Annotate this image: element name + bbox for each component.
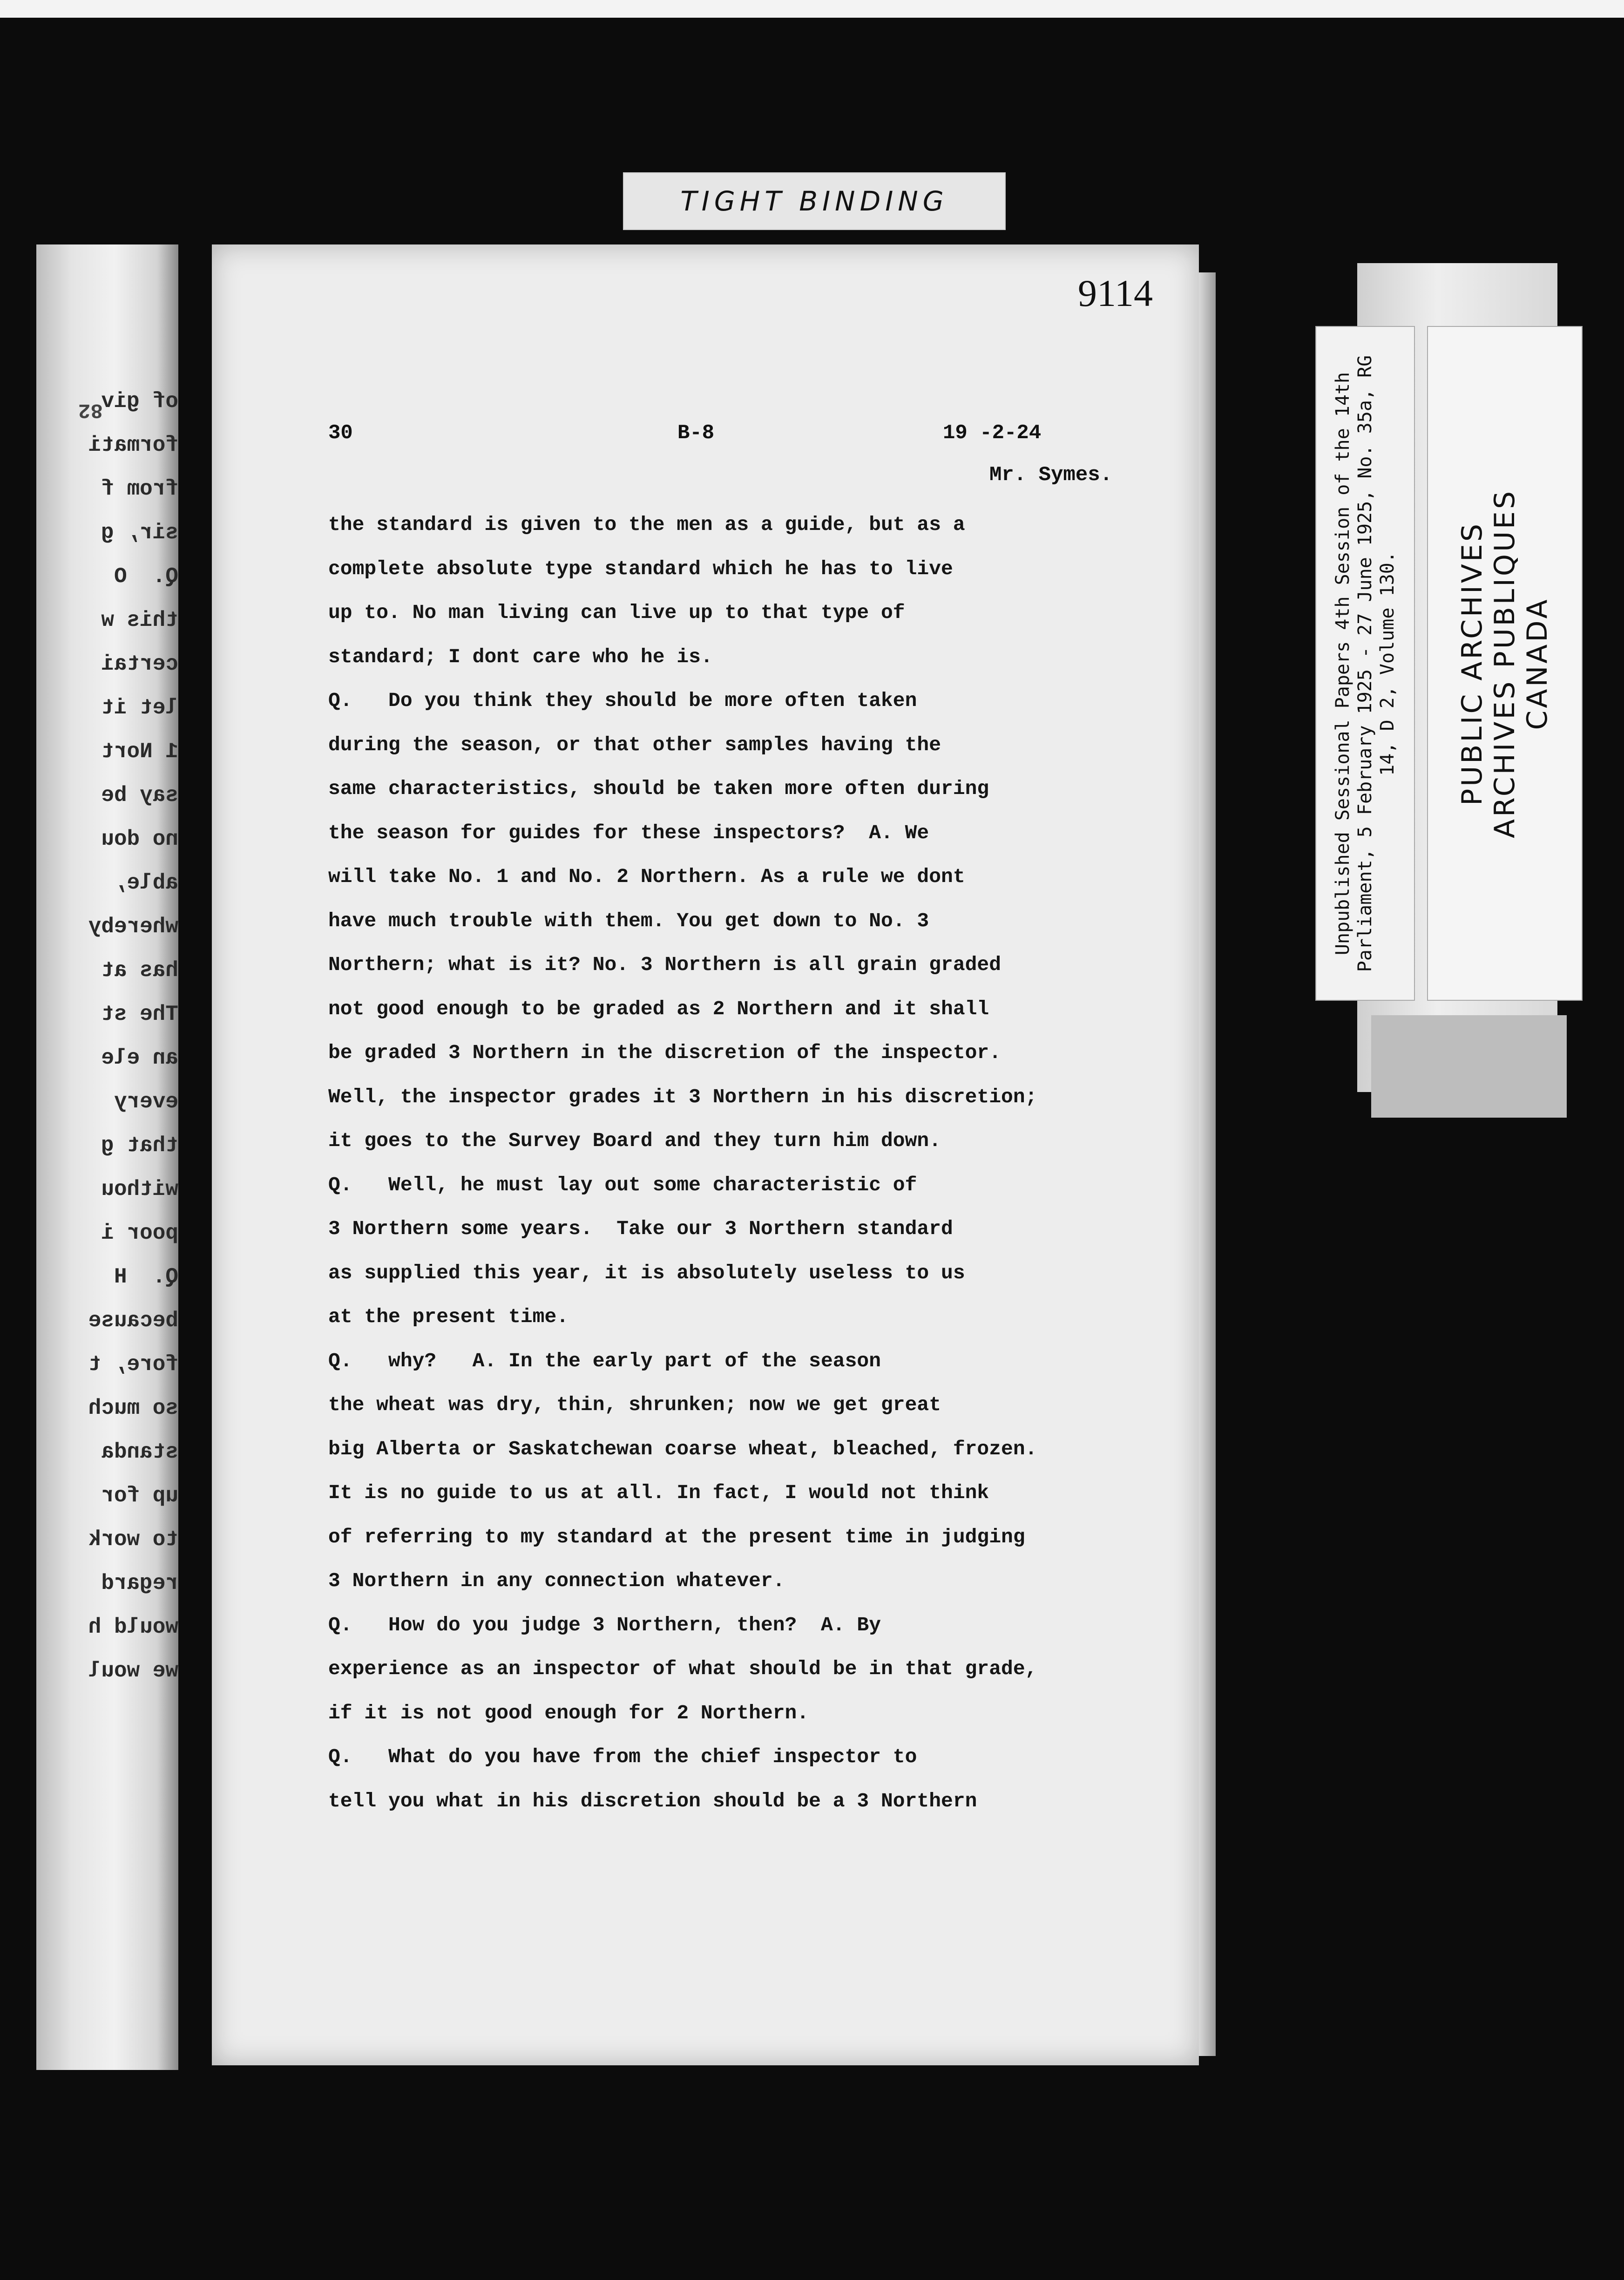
left-page-line: because [88,1309,178,1333]
transcript-line: Q. What do you have from the chief inspector to [328,1745,917,1768]
left-page-line: whereby [88,915,178,939]
left-page-line: no dou [101,827,178,851]
archive-reference-slip [1315,326,1415,1001]
left-page-line: that g [101,1133,178,1158]
left-page-line: this w [101,608,178,632]
left-page-line: The st [101,1002,178,1026]
left-page-number: 82 [78,398,103,421]
transcript-line: of referring to my standard at the present time in judging [328,1525,1025,1548]
transcript-line: have much trouble with them. You get down to No. 3 [328,909,929,932]
left-page-line: regard [101,1571,178,1595]
transcript-line: standard; I dont care who he is. [328,645,713,668]
transcript-line: big Alberta or Saskatchewan coarse wheat, bleached, frozen. [328,1437,1037,1460]
left-page-line: of giv [101,389,178,414]
page-stamp-number: 9114 [1078,272,1153,314]
archive-folder-edge [1371,1015,1567,1118]
transcript-line: experience as an inspector of what should be in that grade, [328,1657,1037,1680]
left-page-line: withou [101,1177,178,1201]
transcript-line: same characteristics, should be taken more often during [328,777,989,800]
left-page-line: so much [88,1396,178,1420]
transcript-line: be graded 3 Northern in the discretion of the inspector. [328,1041,1001,1064]
transcript-line: will take No. 1 and No. 2 Northern. As a rule we dont [328,865,965,888]
left-page-line: fore, t [88,1352,178,1377]
document-page [212,244,1199,2065]
archive-reference-text: Unpublished Sessional Papers 4th Session of the 14th Parliament, 5 February 1925 - 27 June 1925, No. 35a, RG 14, D 2, Volume 130. [1332,355,1398,972]
left-page-line: has at [101,958,178,983]
header-section: B-8 [677,421,715,445]
speaker-name: Mr. Symes. [989,463,1113,487]
archives-line-2: ARCHIVES PUBLIQUES [1489,489,1521,838]
left-page-line: from f [101,477,178,501]
archives-line-3: CANADA [1521,597,1554,730]
transcript-line: up to. No man living can live up to that type of [328,601,905,624]
tight-binding-label: TIGHT BINDING [623,172,1006,230]
left-page-line: Q. O [114,564,178,589]
transcript-line: during the season, or that other samples having the [328,733,941,756]
left-page-line: up for [101,1484,178,1508]
left-page-line: certai [101,652,178,676]
left-page-line: to work [88,1527,178,1552]
transcript-line: Q. why? A. In the early part of the season [328,1349,881,1372]
left-page-line: let it [101,696,178,720]
left-page-fragments [36,380,178,1693]
transcript-line: at the present time. [328,1305,569,1328]
transcript-line: the season for guides for these inspectors? A. We [328,821,929,844]
left-page-line: we woul [88,1659,178,1683]
left-page-line: would h [88,1615,178,1639]
transcript-line: tell you what in his discretion should be a 3 Northern [328,1789,977,1812]
header-page-number: 30 [328,421,353,445]
transcript-line: as supplied this year, it is absolutely useless to us [328,1261,965,1284]
left-page-line: say be [101,783,178,808]
transcript-line: Q. Do you think they should be more often taken [328,689,917,712]
transcript-line: the wheat was dry, thin, shrunken; now we get great [328,1393,941,1416]
archives-stamp-text [1456,338,1554,990]
left-page-line: 1 Nort [101,740,178,764]
transcript-line: not good enough to be graded as 2 Northern and it shall [328,997,989,1020]
left-page-line: Q. H [114,1265,178,1289]
left-page-line: an ele [101,1046,178,1070]
transcript-line: the standard is given to the men as a guide, but as a [328,513,965,536]
transcript-body [328,503,1190,1823]
transcript-line: 3 Northern in any connection whatever. [328,1569,785,1592]
scan-top-edge [0,0,1624,18]
archives-stamp [1427,326,1583,1001]
left-page-line: formati [88,433,178,457]
archives-line-1: PUBLIC ARCHIVES [1456,521,1489,806]
left-facing-page [36,244,178,2070]
transcript-line: 3 Northern some years. Take our 3 Northern standard [328,1217,953,1240]
transcript-line: if it is not good enough for 2 Northern. [328,1701,809,1724]
transcript-line: it goes to the Survey Board and they turn him down. [328,1129,941,1152]
left-page-line: sir, g [101,521,178,545]
left-page-line: poor i [101,1221,178,1245]
transcript-line: Well, the inspector grades it 3 Northern in his discretion; [328,1085,1037,1108]
transcript-line: It is no guide to us at all. In fact, I would not think [328,1481,989,1504]
transcript-line: Q. Well, he must lay out some characteristic of [328,1173,917,1196]
header-date: 19 -2-24 [943,421,1042,445]
transcript-line: Northern; what is it? No. 3 Northern is all grain graded [328,953,1001,976]
left-page-line: standa [101,1440,178,1464]
left-page-line: every [114,1090,178,1114]
transcript-line: complete absolute type standard which he has to live [328,557,953,580]
transcript-line: Q. How do you judge 3 Northern, then? A. By [328,1613,881,1636]
left-page-line: able, [101,871,178,895]
